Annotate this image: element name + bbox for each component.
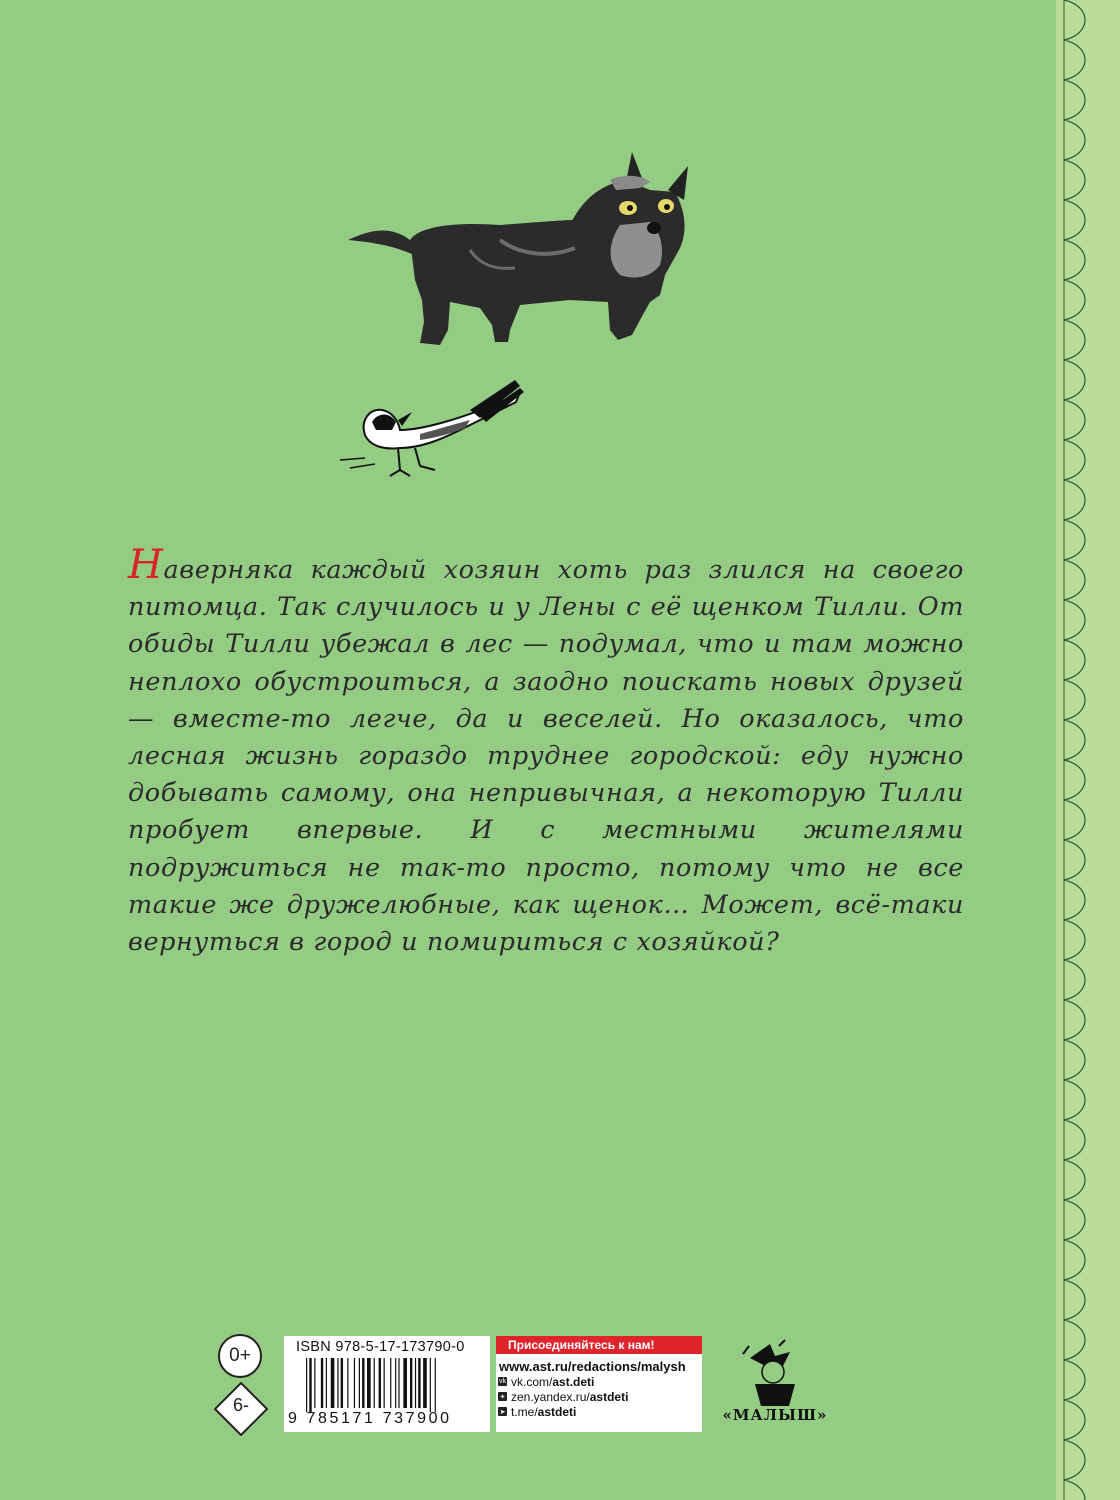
barcode-bar <box>430 1358 431 1412</box>
barcode-bar <box>395 1358 396 1408</box>
barcode-bar <box>384 1358 385 1408</box>
social-link-telegram: ➤ t.me/ astdeti <box>499 1404 577 1419</box>
barcode-bar <box>331 1358 335 1408</box>
barcode-box <box>284 1336 490 1432</box>
barcode-bar <box>415 1358 416 1408</box>
barcode-bar <box>354 1358 355 1408</box>
barcode-bar <box>309 1358 311 1412</box>
barcode-bar <box>403 1358 407 1408</box>
barcode-bar <box>379 1358 381 1408</box>
barcode-bar <box>367 1358 371 1408</box>
barcode-bar <box>418 1358 420 1408</box>
age-rating-circle: 0+ <box>218 1334 262 1378</box>
social-links-box <box>496 1336 702 1432</box>
barcode-bar <box>390 1358 391 1408</box>
barcode-bar <box>362 1358 364 1408</box>
barcode-bar <box>341 1358 343 1408</box>
barcode-bar <box>314 1358 315 1408</box>
age-rating-diamond-label: 6- <box>232 1395 249 1415</box>
telegram-icon: ➤ <box>499 1408 506 1416</box>
scalloped-border <box>1056 0 1120 1500</box>
barcode-bar <box>398 1358 399 1408</box>
blurb-body: аверняка каждый хозяин хоть раз злился на своего питомца. Так случилось и у Лены с её щенком Тилли. От обиды Тилли убежал в лес — подумал, что и там можно неплохо обустроиться, а заодно поискать новых друзей — вместе-то легче, да и веселей. Но оказалось, что лесная жизнь гораздо труднее городской: еду нужно добывать самому, она непривычная, а некоторую Тилли пробует впервые. И с местными жителями подружиться не так-то просто, потому что не все такие же дружелюбные, как щенок… Может, всё-таки вернуться в город и помириться с хозяйкой? <box>128 555 964 958</box>
barcode-bar <box>321 1358 323 1408</box>
dog-and-bird-illustration <box>320 130 740 500</box>
wagtail-bird-illustration <box>340 380 524 476</box>
barcode-bar <box>306 1358 307 1412</box>
publisher-logo-icon <box>715 1336 825 1408</box>
dropcap-letter: Н <box>128 542 164 588</box>
barcode-bar <box>337 1358 338 1408</box>
blurb-text <box>128 542 964 961</box>
barcode-bar <box>374 1358 375 1408</box>
social-link-zen: ✦ zen.yandex.ru/ astdeti <box>499 1389 629 1404</box>
isbn-label: ISBN 978-5-17-173790-0 <box>296 1339 465 1355</box>
zen-icon: ✦ <box>499 1393 506 1401</box>
barcode-bar <box>347 1358 348 1408</box>
barcode-bar <box>410 1358 412 1408</box>
vk-icon: vk <box>499 1378 506 1385</box>
isbn-digits: 9 785171 737900 <box>288 1410 452 1427</box>
barcode-bar <box>435 1358 436 1412</box>
barcode-bar <box>326 1358 327 1408</box>
scottish-terrier-illustration <box>348 152 688 345</box>
social-link-vk: vk vk.com/ ast.deti <box>499 1374 595 1389</box>
barcode-bar <box>359 1358 360 1408</box>
barcode-bar <box>423 1358 427 1408</box>
publisher-website: www.ast.ru/redactions/malysh <box>499 1359 686 1374</box>
social-header: Присоединяйтесь к нам! <box>496 1336 702 1354</box>
scallop-curve <box>1064 0 1085 1500</box>
barcode-bars <box>306 1358 482 1412</box>
publisher-logo-text: «МАЛЫШ» <box>722 1406 828 1424</box>
